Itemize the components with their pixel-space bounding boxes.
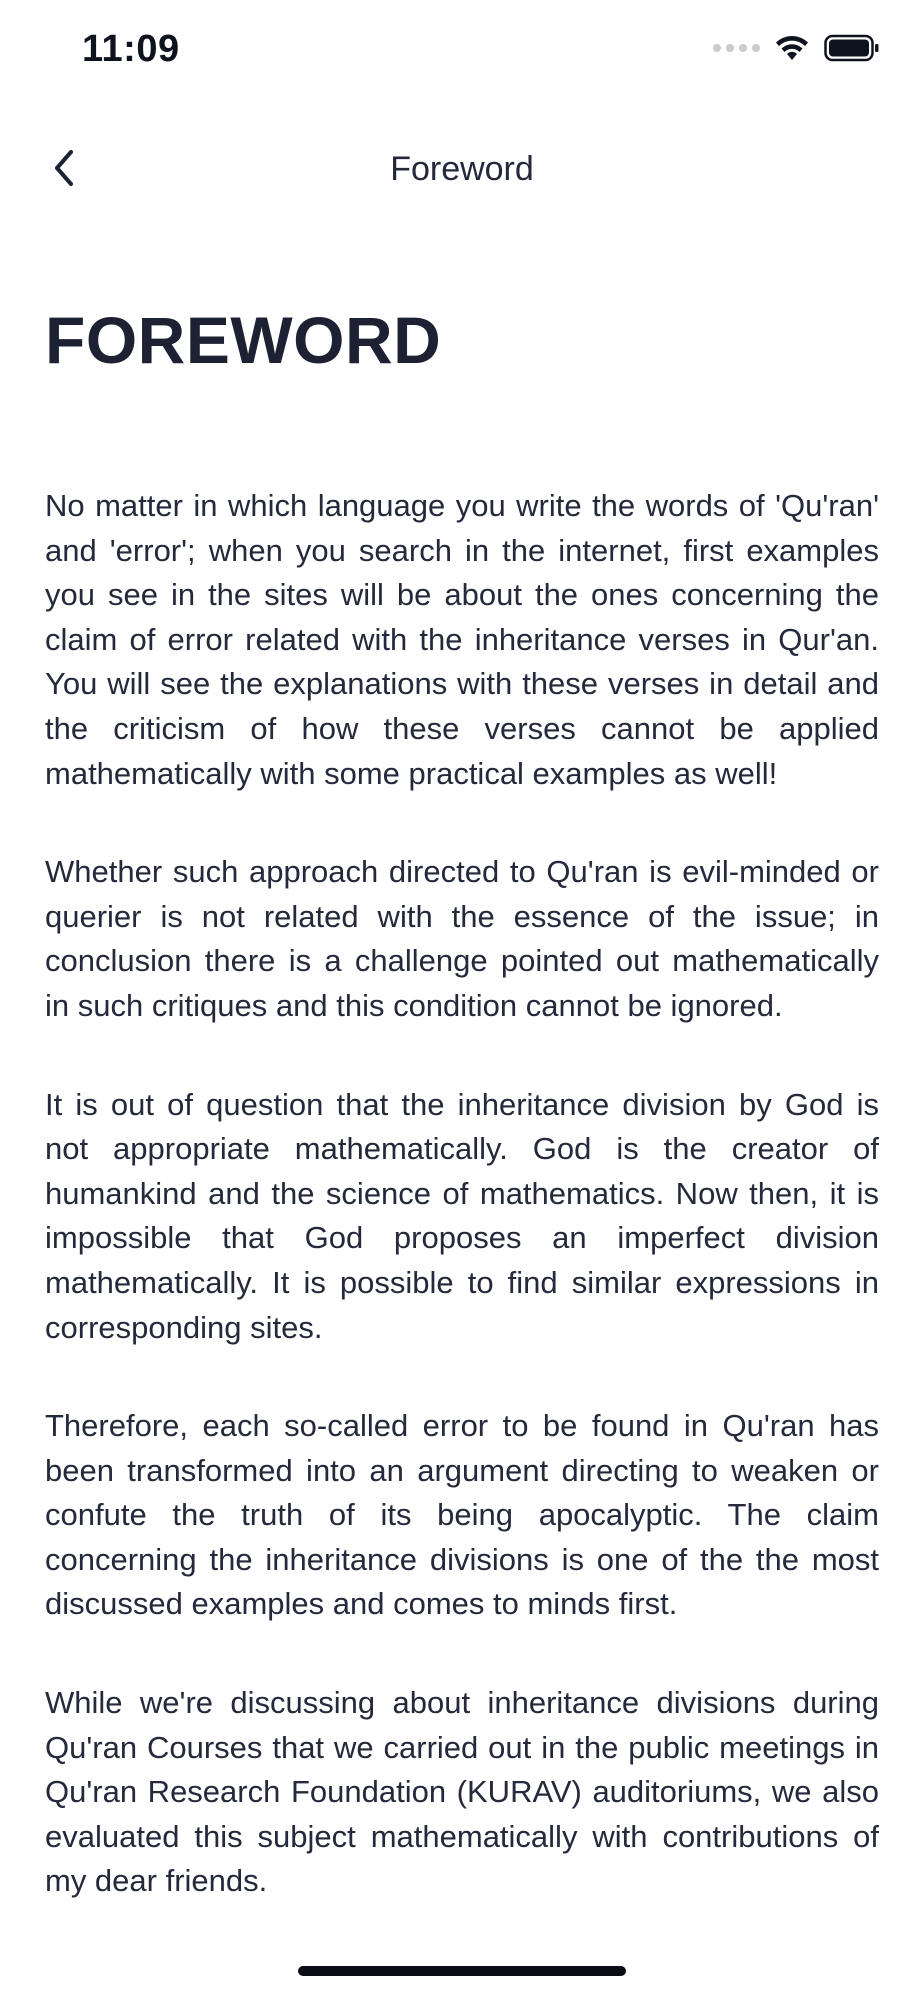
article-paragraph: It is out of question that the inheritance division by God is not appropriate mathematically. God is the creator of humankind and the science of mathematics. Now then, it is impossible that God proposes an imperfect division mathematically. It is possible to find similar expressions in corresponding sites. <box>45 1086 879 1345</box>
article-content <box>45 300 879 1958</box>
article-paragraph: While we're discussing about inheritance divisions during Qu'ran Courses that we carried out in the public meetings in Qu'ran Research Foundation (KURAV) auditoriums, we also evaluated this subject mathematically with contributions of my dear friends. <box>45 1685 879 1899</box>
nav-title: Foreword <box>390 150 534 188</box>
status-time: 11:09 <box>82 28 180 70</box>
article-paragraph: No matter in which language you write the words of 'Qu'ran' and 'error'; when you search in the internet, first examples you see in the sites will be about the ones concerning the claim of error related with the inheritance verses in Qur'an. You will see the explanations with these verses in detail and the criticism of how these verses cannot be applied mathematically with some practical examples as well! <box>45 488 879 791</box>
status-bar <box>0 0 924 100</box>
page-heading: FOREWORD <box>45 303 442 377</box>
article-body <box>45 484 879 1904</box>
navigation-bar <box>0 120 924 220</box>
status-icons <box>713 34 880 62</box>
cellular-signal-icon <box>713 44 760 52</box>
article-paragraph: Whether such approach directed to Qu'ran is evil-minded or querier is not related with the essence of the issue; in conclusion there is a challenge pointed out mathematically in such critiques and this condition cannot be ignored. <box>45 854 879 1023</box>
article-paragraph: Therefore, each so-called error to be found in Qu'ran has been transformed into an argument directing to weaken or confute the truth of its being apocalyptic. The claim concerning the inheritance divisions is one of the the most discussed examples and comes to minds first. <box>45 1408 879 1622</box>
home-indicator[interactable] <box>298 1966 626 1976</box>
wifi-icon <box>774 34 810 62</box>
battery-icon <box>824 34 880 62</box>
